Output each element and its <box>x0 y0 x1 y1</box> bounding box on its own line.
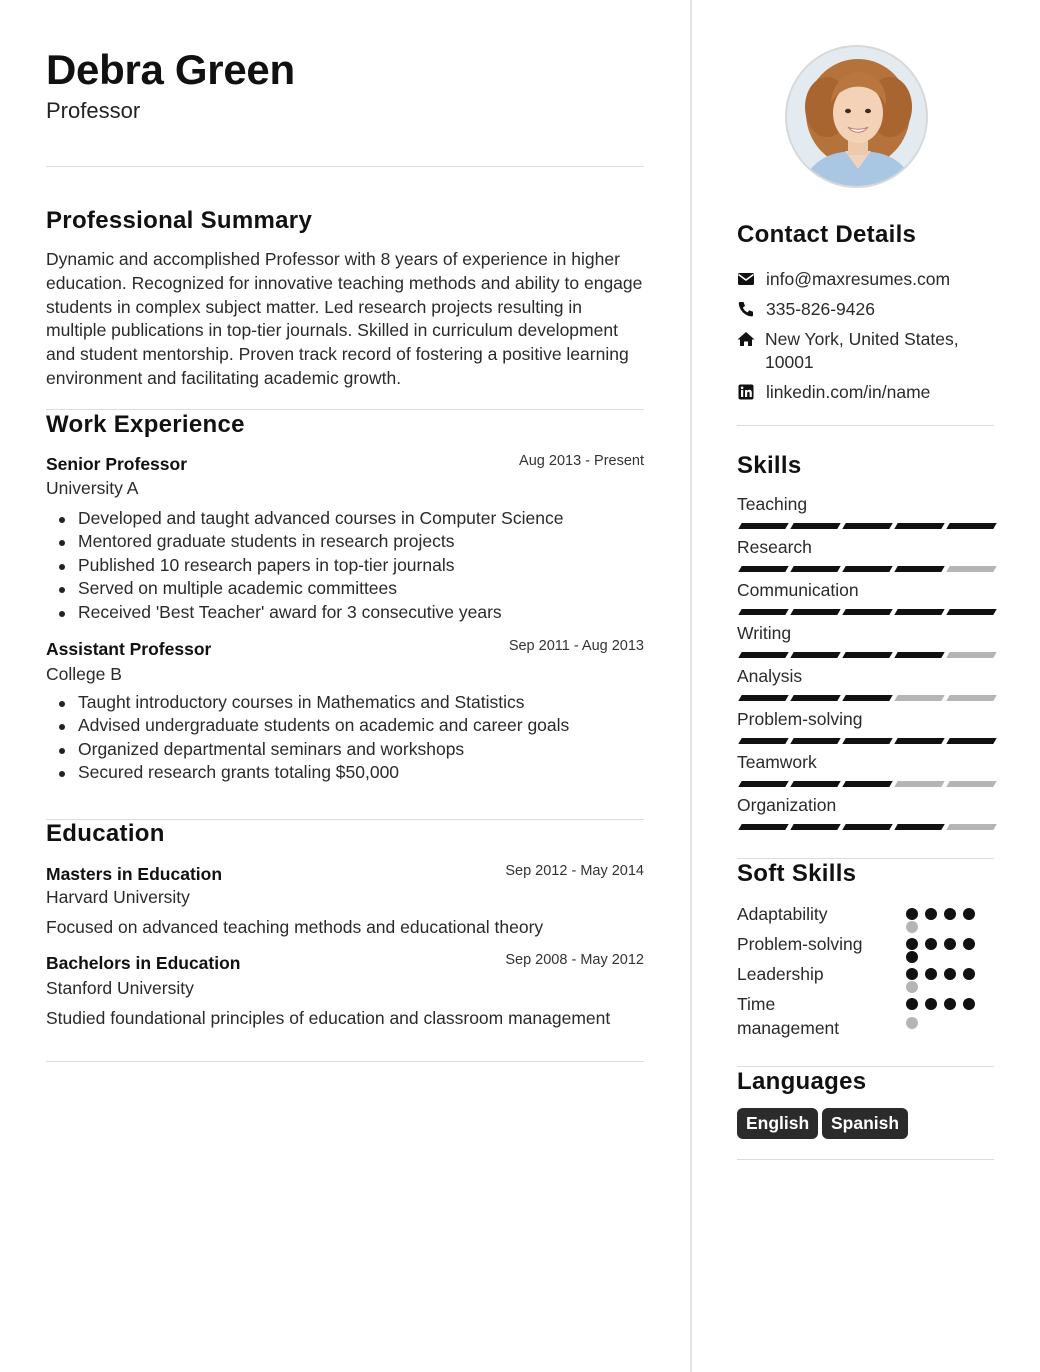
skill-level-segment <box>842 566 892 572</box>
envelope-icon <box>737 271 755 287</box>
job-bullets <box>46 507 644 624</box>
job-date: Aug 2013 - Present <box>519 453 644 469</box>
school-name: Harvard University <box>46 887 190 907</box>
skill-level-segment <box>790 824 840 830</box>
skill-level-segment <box>790 566 840 572</box>
home-icon <box>737 331 755 347</box>
address-line-2: 10001 <box>765 352 814 372</box>
list-item: Secured research grants totaling $50,000 <box>46 761 644 784</box>
soft-skill-dot <box>906 921 918 933</box>
list-item: Organized departmental seminars and workshops <box>46 738 644 761</box>
skill-level-segment <box>790 523 840 529</box>
work-heading: Work Experience <box>46 411 245 438</box>
job-date: Sep 2011 - Aug 2013 <box>508 638 644 654</box>
soft-skill-dot <box>906 1017 918 1029</box>
skill-level-bar <box>737 738 994 744</box>
skill-level-segment <box>894 695 944 701</box>
portrait-image <box>787 47 928 188</box>
email-text: info@maxresumes.com <box>766 269 951 289</box>
soft-skill-label: Leadership <box>737 964 824 984</box>
skill-label: Teamwork <box>737 752 817 772</box>
skill-level-segment <box>946 566 996 572</box>
skill-label: Research <box>737 537 812 557</box>
skill-level-bar <box>737 824 994 830</box>
address-line-1: New York, United States, <box>765 329 959 349</box>
skill-level-bar <box>737 781 994 787</box>
skill-level-segment <box>790 652 840 658</box>
skill-level-segment <box>738 652 788 658</box>
skill-level-bar <box>737 652 994 658</box>
phone-text: 335-826-9426 <box>766 299 875 319</box>
skill-level-segment <box>842 609 892 615</box>
language-badge-spanish: Spanish <box>822 1108 908 1139</box>
degree-date: Sep 2008 - May 2012 <box>505 952 644 968</box>
skill-level-segment <box>894 781 944 787</box>
soft-skill-dot <box>906 981 918 993</box>
skill-label: Writing <box>737 623 792 643</box>
skill-level-segment <box>738 566 788 572</box>
skills-divider <box>737 858 994 859</box>
list-item: Developed and taught advanced courses in Computer Science <box>46 507 644 530</box>
list-item: Advised undergraduate students on academic and career goals <box>46 714 644 737</box>
skill-level-segment <box>738 738 788 744</box>
skill-level-segment <box>946 652 996 658</box>
candidate-name: Debra Green <box>46 46 295 93</box>
skill-level-segment <box>894 738 944 744</box>
contact-divider <box>737 425 994 426</box>
soft-skill-label: Time management <box>737 994 840 1038</box>
degree-title: Masters in Education <box>46 864 223 884</box>
list-item: Published 10 research papers in top-tier journals <box>46 554 644 577</box>
skill-label: Organization <box>737 795 837 815</box>
soft-skill-dot <box>925 968 937 980</box>
skill-level-bar <box>737 523 994 529</box>
soft-skill-dot <box>963 968 975 980</box>
degree-title: Bachelors in Education <box>46 953 241 973</box>
job-bullets <box>46 691 644 785</box>
skill-level-segment <box>738 695 788 701</box>
skill-level-segment <box>894 566 944 572</box>
skill-level-segment <box>842 523 892 529</box>
soft-skill-dot <box>906 908 918 920</box>
soft-skill-dot <box>925 998 937 1010</box>
soft-skill-dot <box>944 908 956 920</box>
skill-level-segment <box>894 523 944 529</box>
languages-heading: Languages <box>737 1068 867 1095</box>
skill-level-segment <box>894 609 944 615</box>
job-title: Assistant Professor <box>46 639 212 659</box>
skill-level-segment <box>894 652 944 658</box>
profile-photo <box>785 45 928 188</box>
summary-heading: Professional Summary <box>46 207 313 234</box>
soft-skill-dot <box>906 938 918 950</box>
soft-skills-divider <box>737 1066 994 1067</box>
list-item: Received 'Best Teacher' award for 3 consecutive years <box>46 601 644 624</box>
list-item: Taught introductory courses in Mathematics and Statistics <box>46 691 644 714</box>
skill-level-segment <box>946 738 996 744</box>
skill-level-segment <box>946 824 996 830</box>
job-organization: College B <box>46 664 122 684</box>
skill-label: Communication <box>737 580 859 600</box>
skill-label: Teaching <box>737 494 808 514</box>
candidate-title: Professor <box>46 98 141 123</box>
skill-level-segment <box>790 695 840 701</box>
skill-level-bar <box>737 566 994 572</box>
job-title: Senior Professor <box>46 454 188 474</box>
soft-skill-dot <box>944 938 956 950</box>
education-divider <box>46 1061 644 1062</box>
skill-level-segment <box>894 824 944 830</box>
soft-skill-dot <box>944 968 956 980</box>
soft-skill-dot <box>963 908 975 920</box>
language-badge-english: English <box>737 1108 818 1139</box>
contact-heading: Contact Details <box>737 221 917 248</box>
soft-skill-dot <box>906 968 918 980</box>
soft-skill-dot <box>963 938 975 950</box>
soft-skill-label: Problem-solving <box>737 934 863 954</box>
column-divider <box>690 0 692 1372</box>
soft-skills-heading: Soft Skills <box>737 860 857 887</box>
skill-level-segment <box>946 781 996 787</box>
skill-level-bar <box>737 695 994 701</box>
skill-label: Analysis <box>737 666 803 686</box>
linkedin-icon <box>737 384 755 400</box>
soft-skill-dot <box>925 938 937 950</box>
linkedin-text: linkedin.com/in/name <box>766 382 931 402</box>
skill-level-segment <box>738 523 788 529</box>
education-heading: Education <box>46 820 165 847</box>
skill-level-segment <box>790 781 840 787</box>
skill-level-segment <box>790 609 840 615</box>
degree-description: Focused on advanced teaching methods and educational theory <box>46 917 544 937</box>
list-item: Served on multiple academic committees <box>46 577 644 600</box>
skill-level-segment <box>946 609 996 615</box>
skill-level-bar <box>737 609 994 615</box>
skills-heading: Skills <box>737 452 802 479</box>
skill-level-segment <box>842 652 892 658</box>
list-item: Mentored graduate students in research projects <box>46 530 644 553</box>
soft-skill-dot <box>906 998 918 1010</box>
soft-skill-dot <box>925 908 937 920</box>
skill-level-segment <box>946 695 996 701</box>
contact-address <box>737 328 994 376</box>
soft-skill-dot <box>944 998 956 1010</box>
skill-level-segment <box>842 695 892 701</box>
skill-level-segment <box>842 781 892 787</box>
degree-date: Sep 2012 - May 2014 <box>505 863 644 879</box>
summary-text: Dynamic and accomplished Professor with 8 years of experience in higher education. Recognized for innovative teaching methods and ability to engage students in complex subject matter. Led research projects resulting in multiple publications in top-tier journals. Skilled in curriculum development and student mentorship. Proven track record of fostering a positive learning environment and facilitating academic growth. <box>46 249 643 388</box>
skill-level-segment <box>790 738 840 744</box>
skill-level-segment <box>842 738 892 744</box>
phone-icon <box>737 301 755 317</box>
languages-divider <box>737 1159 994 1160</box>
skill-level-segment <box>738 609 788 615</box>
skill-label: Problem-solving <box>737 709 863 729</box>
soft-skill-dot <box>963 998 975 1010</box>
skill-level-segment <box>946 523 996 529</box>
soft-skill-dot <box>906 951 918 963</box>
soft-skill-label: Adaptability <box>737 904 828 924</box>
skill-level-segment <box>842 824 892 830</box>
degree-description: Studied foundational principles of education and classroom management <box>46 1008 611 1028</box>
skill-level-segment <box>738 824 788 830</box>
school-name: Stanford University <box>46 978 194 998</box>
skill-level-segment <box>738 781 788 787</box>
job-organization: University A <box>46 478 139 498</box>
header-divider <box>46 166 644 167</box>
summary-divider <box>46 409 644 410</box>
